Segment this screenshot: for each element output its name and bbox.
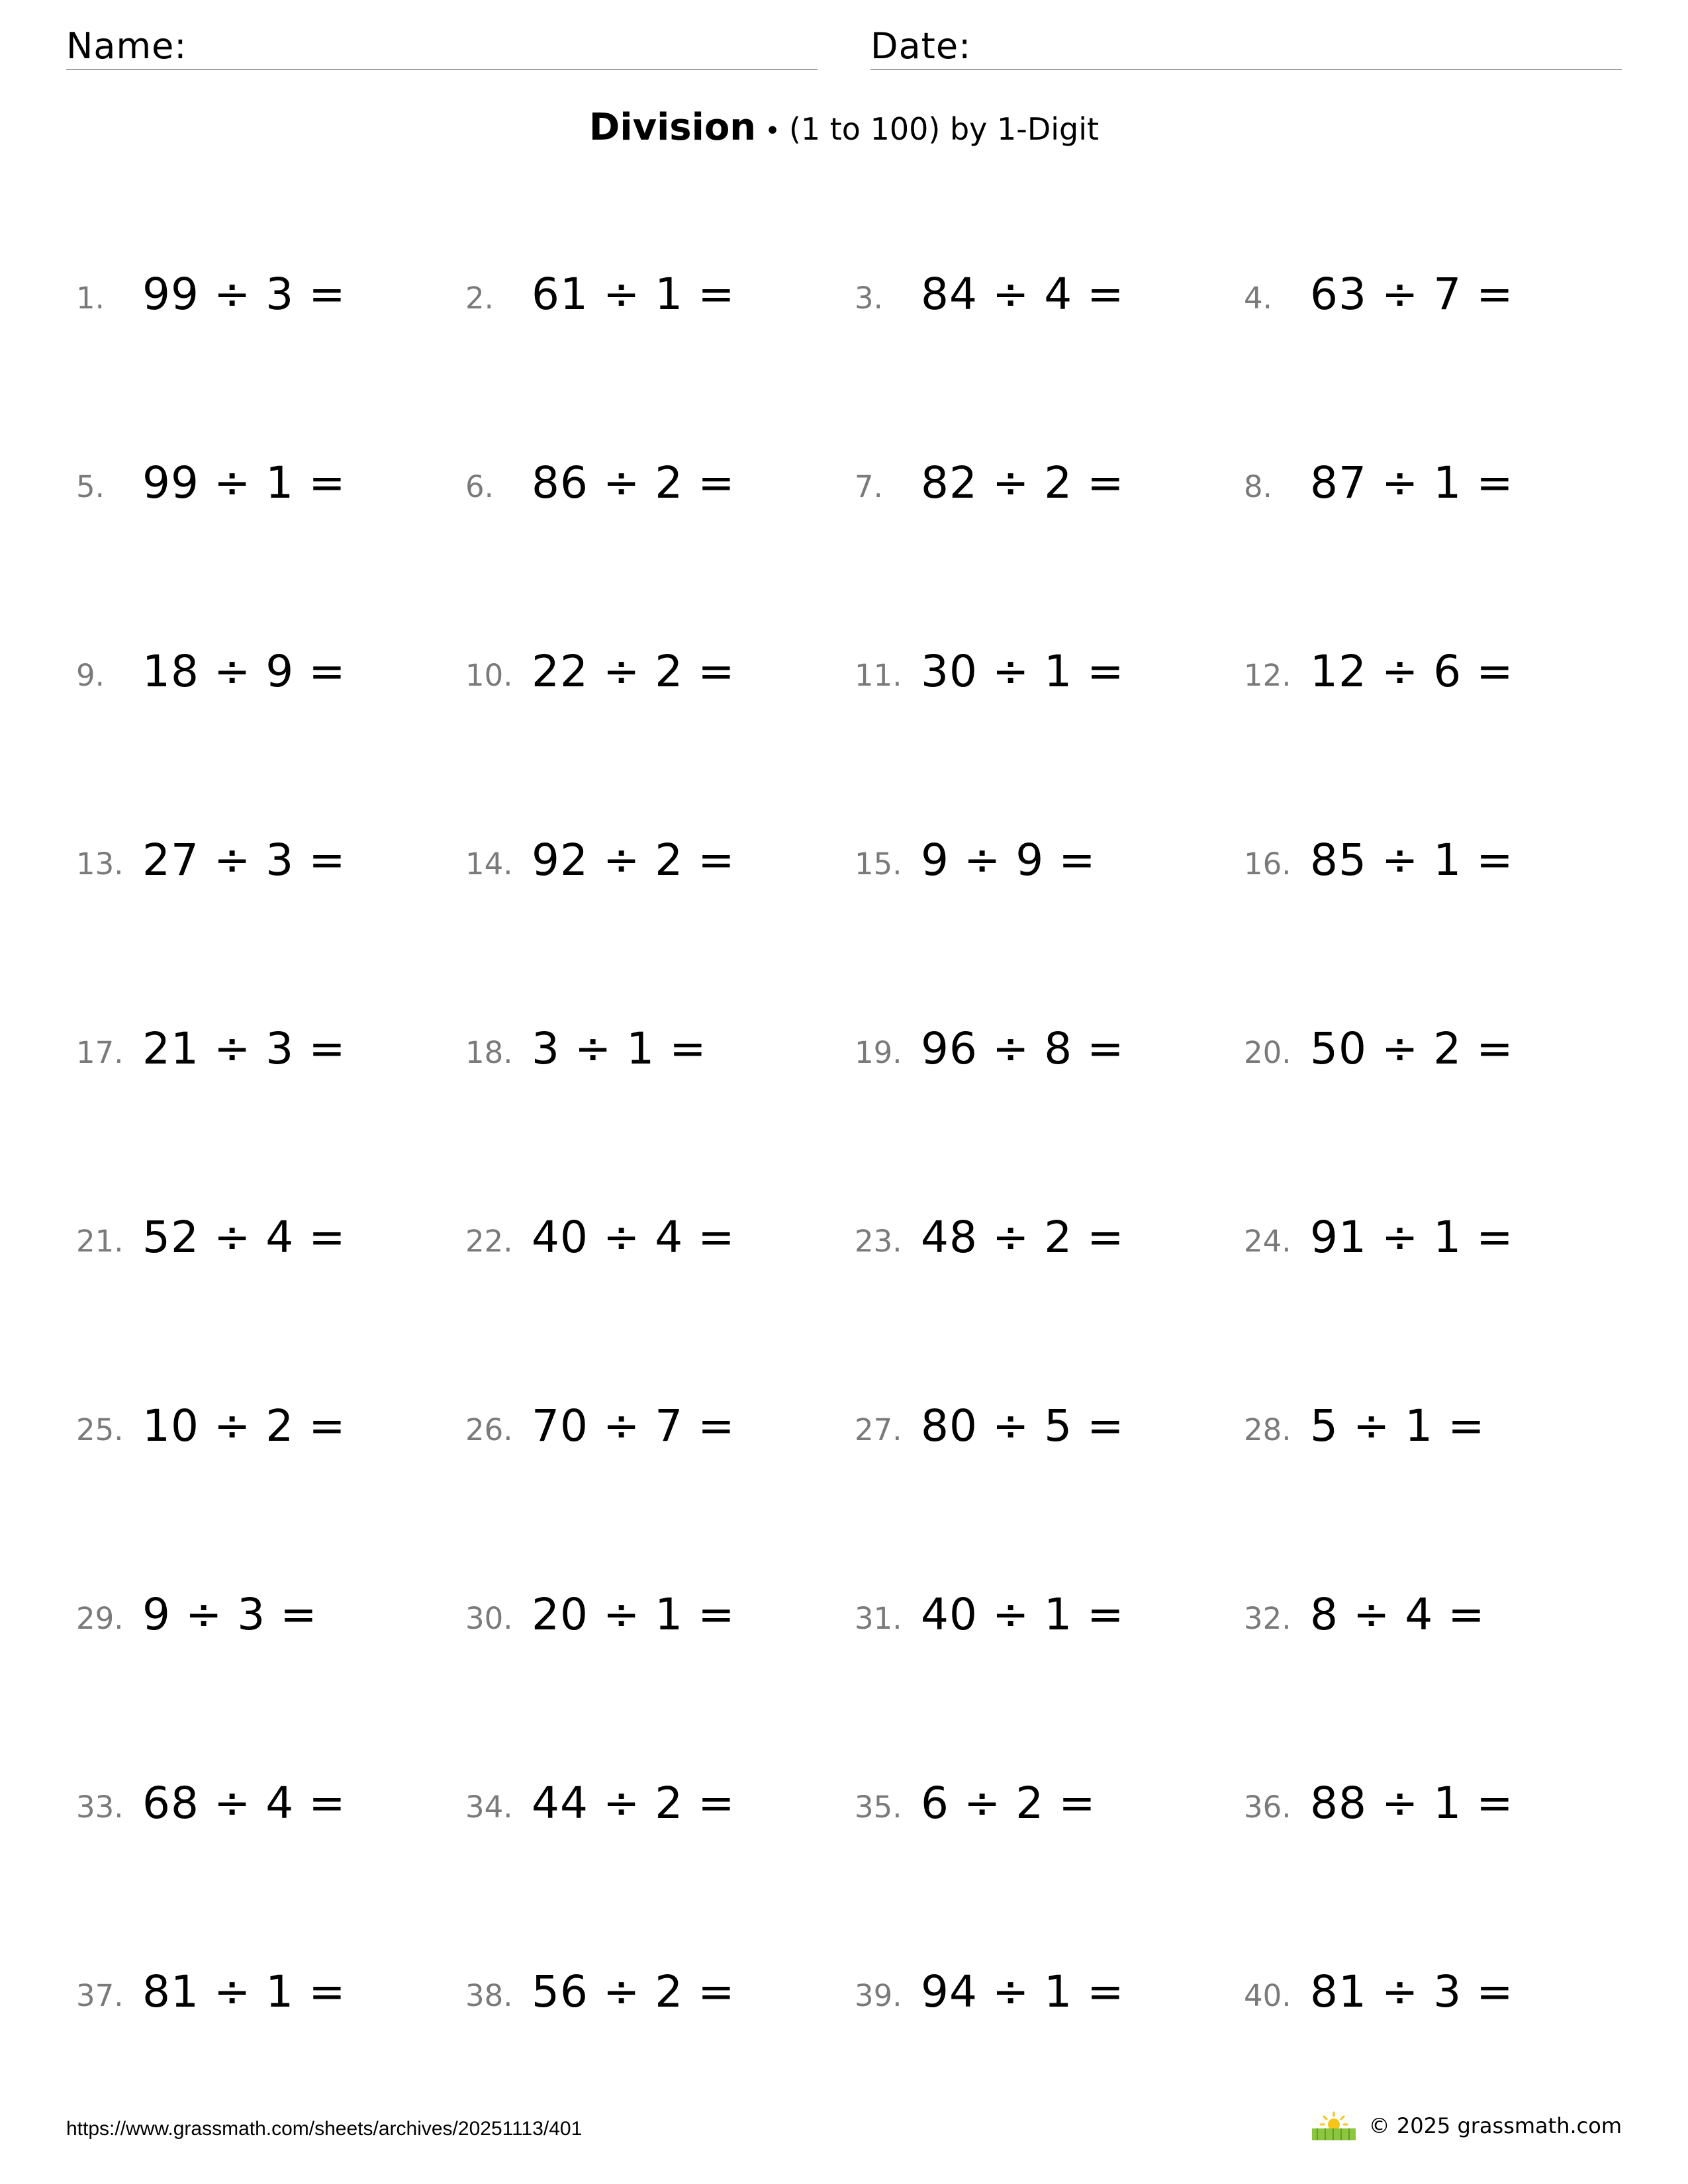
problem-item <box>76 1013 460 1079</box>
problem-item <box>465 1956 849 2022</box>
problem-number: 8. <box>1244 469 1272 504</box>
problem-item <box>465 635 849 702</box>
problem-expression: 82 ÷ 2 = <box>921 457 1125 508</box>
problem-item <box>1244 1201 1628 1267</box>
problem-item <box>855 1767 1239 1833</box>
problem-expression: 96 ÷ 8 = <box>921 1023 1125 1074</box>
problem-number: 5. <box>76 469 105 504</box>
problem-item <box>1244 1578 1628 1645</box>
problem-expression: 99 ÷ 3 = <box>142 269 346 320</box>
problem-expression: 84 ÷ 4 = <box>921 269 1125 320</box>
problem-expression: 56 ÷ 2 = <box>532 1966 735 2017</box>
problem-item <box>465 1201 849 1267</box>
problem-number: 25. <box>76 1412 124 1447</box>
problem-expression: 9 ÷ 9 = <box>921 835 1096 886</box>
problem-number: 3. <box>855 281 883 316</box>
problem-item <box>76 1578 460 1645</box>
problem-number: 30. <box>465 1601 513 1636</box>
problem-number: 35. <box>855 1790 902 1825</box>
problem-expression: 88 ÷ 1 = <box>1310 1778 1514 1829</box>
problem-expression: 81 ÷ 3 = <box>1310 1966 1514 2017</box>
problem-number: 6. <box>465 469 494 504</box>
problem-number: 1. <box>76 281 105 316</box>
problem-item <box>465 1013 849 1079</box>
problem-expression: 30 ÷ 1 = <box>921 646 1125 697</box>
problem-item <box>855 1013 1239 1079</box>
problem-number: 27. <box>855 1412 902 1447</box>
problem-item <box>465 447 849 513</box>
problem-expression: 85 ÷ 1 = <box>1310 835 1514 886</box>
problem-number: 11. <box>855 658 902 693</box>
problem-item <box>1244 258 1628 324</box>
problem-expression: 86 ÷ 2 = <box>532 457 735 508</box>
problem-number: 22. <box>465 1224 513 1259</box>
problem-item <box>1244 447 1628 513</box>
problem-item <box>1244 824 1628 890</box>
problem-number: 40. <box>1244 1978 1291 2013</box>
problem-number: 20. <box>1244 1035 1291 1070</box>
problem-number: 26. <box>465 1412 513 1447</box>
problem-item <box>465 1390 849 1456</box>
problem-number: 36. <box>1244 1790 1291 1825</box>
sun-over-grass-icon <box>1311 2110 1357 2142</box>
footer-url[interactable]: https://www.grassmath.com/sheets/archives/20251113/401 <box>66 2118 583 2140</box>
problem-expression: 63 ÷ 7 = <box>1310 269 1514 320</box>
problem-number: 23. <box>855 1224 902 1259</box>
problem-item <box>1244 1390 1628 1456</box>
problem-number: 32. <box>1244 1601 1291 1636</box>
problem-item <box>76 1767 460 1833</box>
problem-expression: 87 ÷ 1 = <box>1310 457 1514 508</box>
problem-expression: 99 ÷ 1 = <box>142 457 346 508</box>
problem-expression: 40 ÷ 1 = <box>921 1589 1125 1640</box>
problem-expression: 27 ÷ 3 = <box>142 835 346 886</box>
title-separator: • <box>765 116 780 146</box>
problem-number: 39. <box>855 1978 902 2013</box>
problem-item <box>855 1201 1239 1267</box>
problem-item <box>1244 1956 1628 2022</box>
footer-brand <box>1311 2110 1622 2142</box>
problem-number: 38. <box>465 1978 513 2013</box>
problem-item <box>855 447 1239 513</box>
problem-expression: 9 ÷ 3 = <box>142 1589 318 1640</box>
problem-expression: 20 ÷ 1 = <box>532 1589 735 1640</box>
problem-number: 34. <box>465 1790 513 1825</box>
problem-item <box>855 635 1239 702</box>
problem-number: 16. <box>1244 846 1291 882</box>
problem-item <box>1244 1013 1628 1079</box>
problem-expression: 44 ÷ 2 = <box>532 1778 735 1829</box>
problem-expression: 10 ÷ 2 = <box>142 1400 346 1451</box>
problem-expression: 68 ÷ 4 = <box>142 1778 346 1829</box>
problem-number: 10. <box>465 658 513 693</box>
problem-expression: 3 ÷ 1 = <box>532 1023 707 1074</box>
date-label: Date: <box>870 25 972 67</box>
problem-expression: 40 ÷ 4 = <box>532 1212 735 1263</box>
problem-number: 12. <box>1244 658 1291 693</box>
problem-item <box>855 258 1239 324</box>
problem-number: 33. <box>76 1790 124 1825</box>
problem-item <box>1244 635 1628 702</box>
problem-number: 15. <box>855 846 902 882</box>
problem-number: 2. <box>465 281 494 316</box>
problem-item <box>855 1956 1239 2022</box>
problem-expression: 80 ÷ 5 = <box>921 1400 1125 1451</box>
problem-expression: 61 ÷ 1 = <box>532 269 735 320</box>
problem-number: 7. <box>855 469 883 504</box>
problem-expression: 52 ÷ 4 = <box>142 1212 346 1263</box>
problem-item <box>855 824 1239 890</box>
problem-expression: 21 ÷ 3 = <box>142 1023 346 1074</box>
problem-number: 37. <box>76 1978 124 2013</box>
problem-expression: 81 ÷ 1 = <box>142 1966 346 2017</box>
footer-copyright: © 2025 grassmath.com <box>1368 2113 1622 2138</box>
problem-expression: 92 ÷ 2 = <box>532 835 735 886</box>
problem-number: 31. <box>855 1601 902 1636</box>
problem-expression: 8 ÷ 4 = <box>1310 1589 1485 1640</box>
problem-item <box>855 1578 1239 1645</box>
problem-item <box>465 1578 849 1645</box>
title-subtitle: (1 to 100) by 1-Digit <box>788 111 1100 147</box>
problem-item <box>76 1201 460 1267</box>
problem-expression: 94 ÷ 1 = <box>921 1966 1125 2017</box>
problem-item <box>76 635 460 702</box>
problem-expression: 91 ÷ 1 = <box>1310 1212 1514 1263</box>
problem-item <box>76 824 460 890</box>
problem-item <box>465 1767 849 1833</box>
problem-item <box>465 824 849 890</box>
problem-number: 17. <box>76 1035 124 1070</box>
problem-item <box>76 1956 460 2022</box>
problem-number: 24. <box>1244 1224 1291 1259</box>
problem-number: 18. <box>465 1035 513 1070</box>
title-main: Division <box>588 106 757 149</box>
problem-item <box>76 1390 460 1456</box>
problem-number: 19. <box>855 1035 902 1070</box>
problem-item <box>855 1390 1239 1456</box>
problem-number: 4. <box>1244 281 1272 316</box>
date-field[interactable] <box>870 24 1622 70</box>
problem-expression: 50 ÷ 2 = <box>1310 1023 1514 1074</box>
problem-item <box>76 258 460 324</box>
problem-number: 29. <box>76 1601 124 1636</box>
worksheet-title <box>0 106 1688 149</box>
problem-item <box>1244 1767 1628 1833</box>
problem-number: 21. <box>76 1224 124 1259</box>
name-field[interactable] <box>66 24 818 70</box>
problem-item <box>76 447 460 513</box>
problem-number: 9. <box>76 658 105 693</box>
problem-expression: 48 ÷ 2 = <box>921 1212 1125 1263</box>
problem-expression: 18 ÷ 9 = <box>142 646 346 697</box>
problem-expression: 70 ÷ 7 = <box>532 1400 735 1451</box>
problem-item <box>465 258 849 324</box>
name-label: Name: <box>66 25 187 67</box>
problem-number: 28. <box>1244 1412 1291 1447</box>
problem-expression: 22 ÷ 2 = <box>532 646 735 697</box>
problem-number: 13. <box>76 846 124 882</box>
problem-expression: 5 ÷ 1 = <box>1310 1400 1485 1451</box>
problem-expression: 6 ÷ 2 = <box>921 1778 1096 1829</box>
problem-number: 14. <box>465 846 513 882</box>
problem-expression: 12 ÷ 6 = <box>1310 646 1514 697</box>
